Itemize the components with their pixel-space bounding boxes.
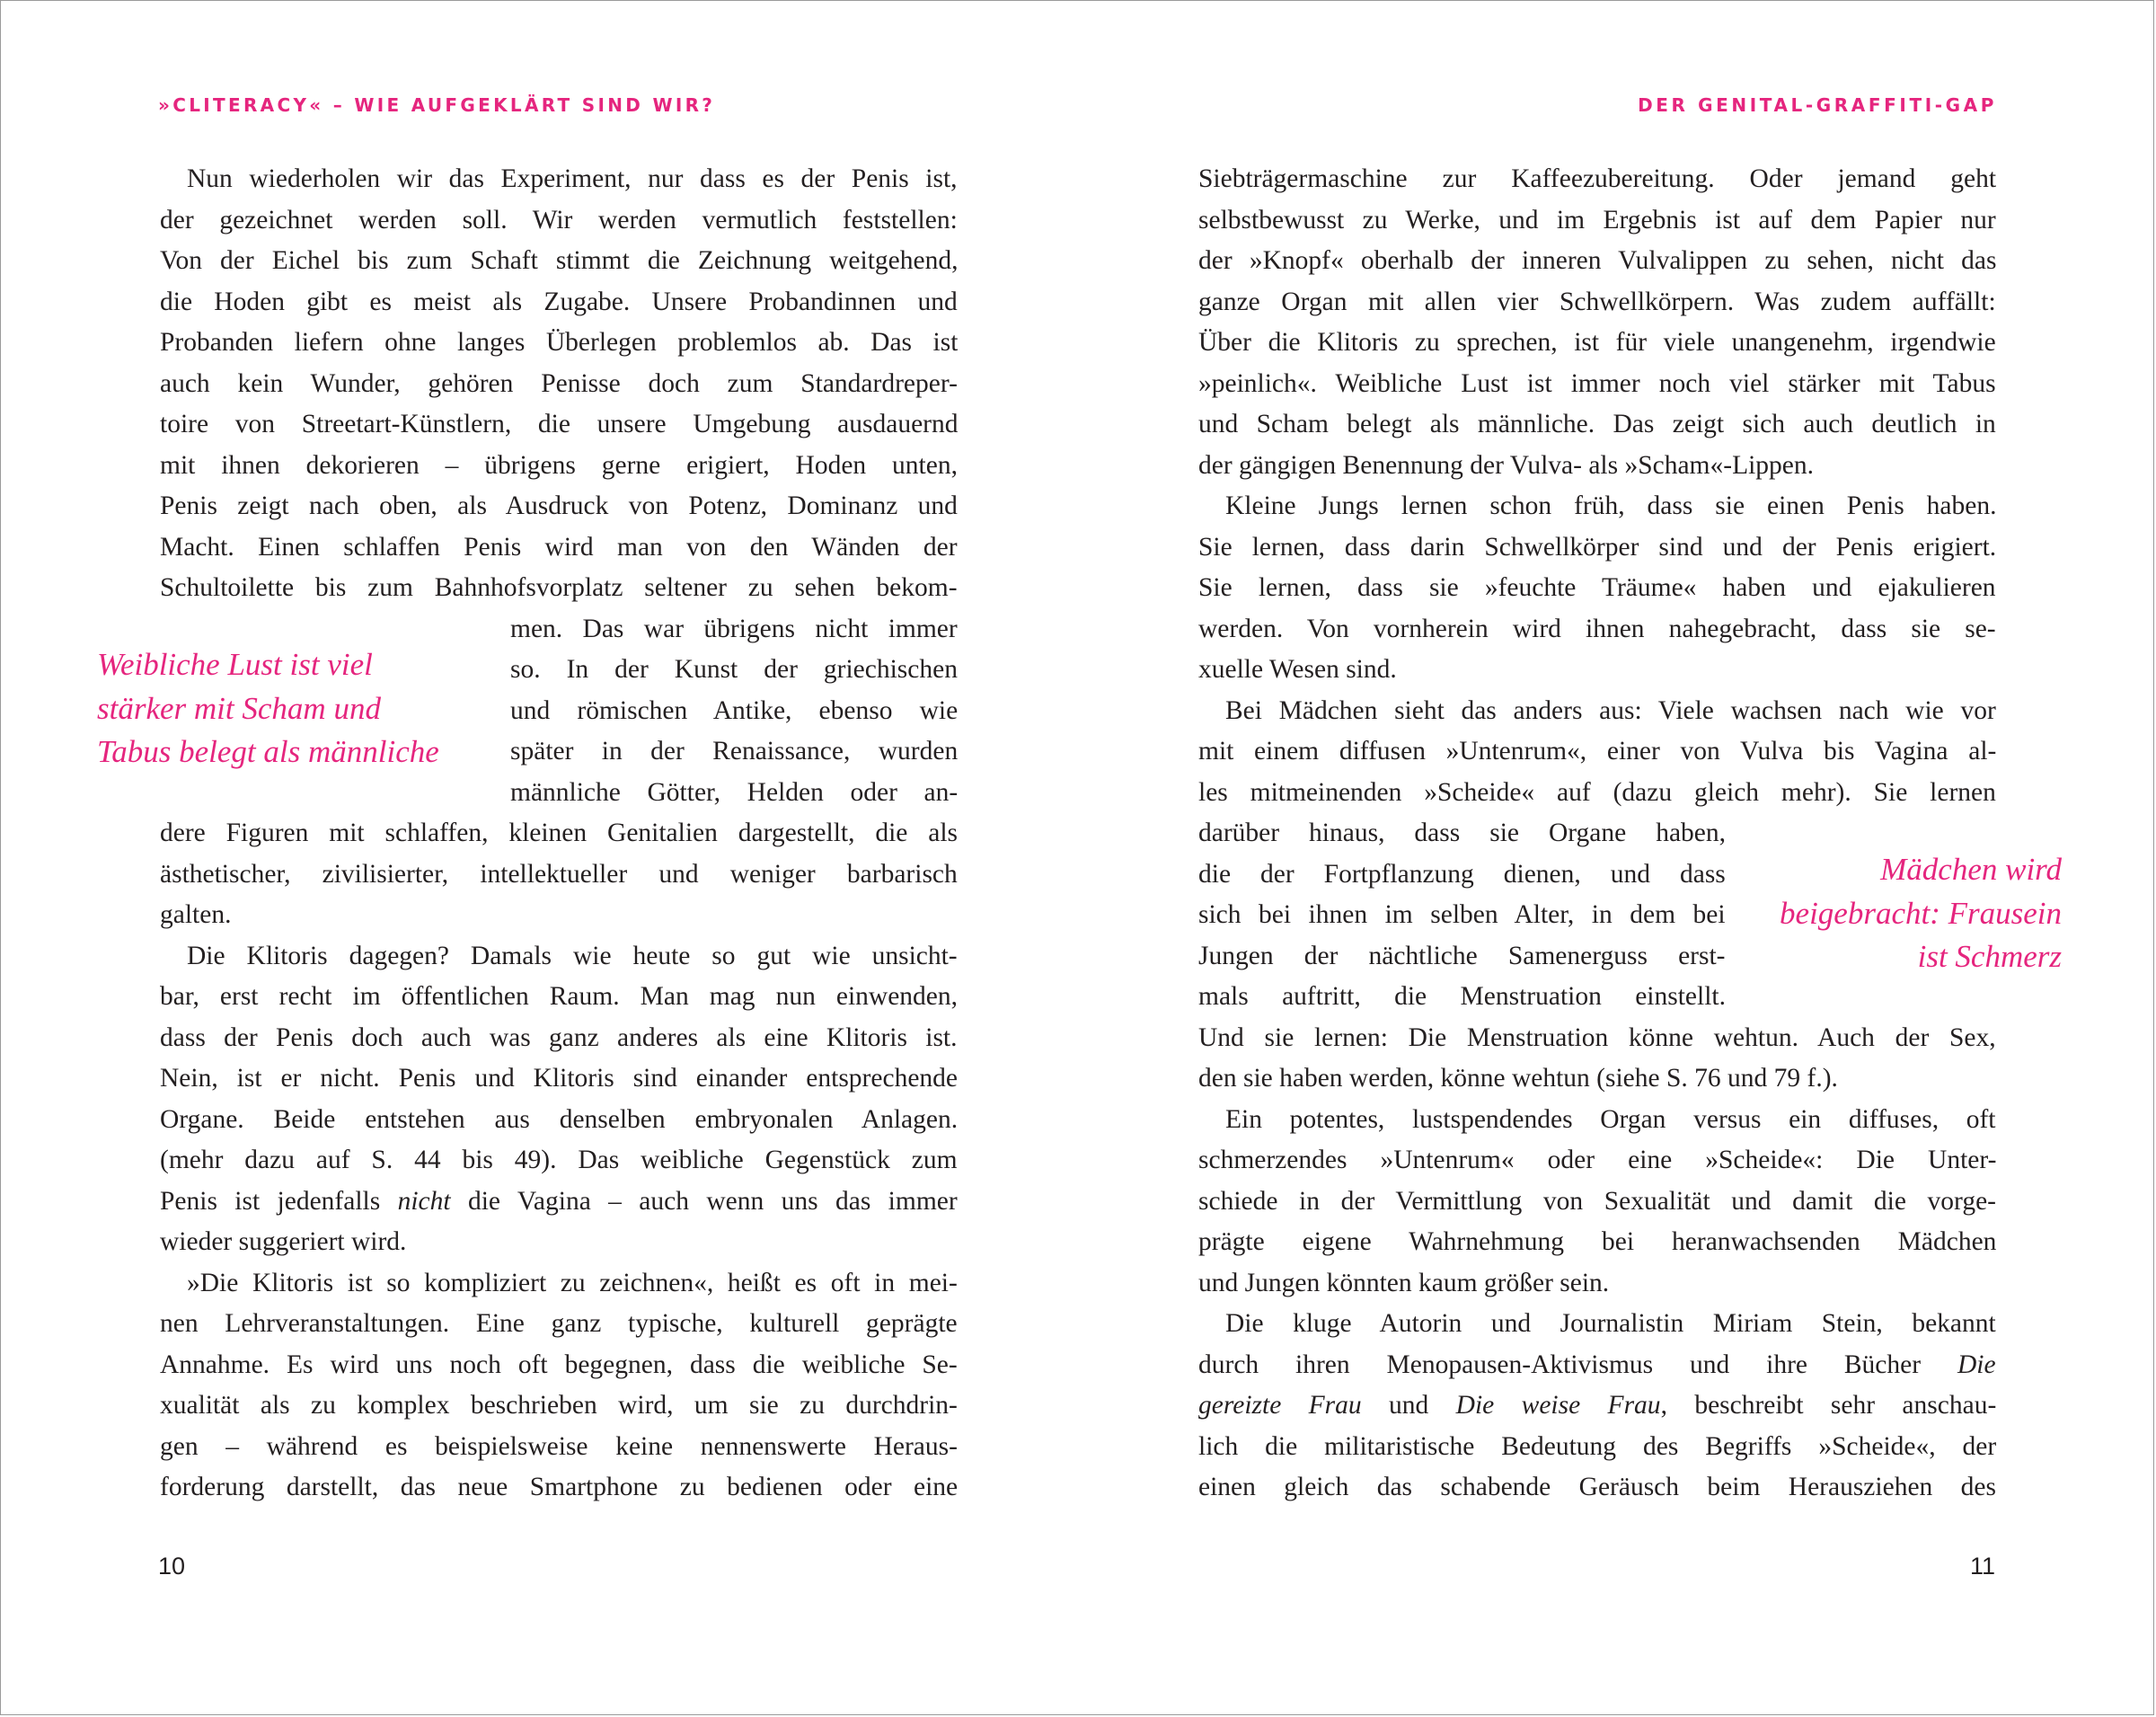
text-segment: galten. [160, 900, 232, 929]
text-segment: und Scham belegt als männliche. Das zeigt sich auch deutlich in [1198, 410, 1996, 438]
text-segment: »peinlich«. Weibliche Lust ist immer noch viel stärker mit Tabus [1198, 368, 1996, 398]
text-line [1198, 1426, 1996, 1467]
right-pull-quote [1780, 848, 2062, 979]
pull-quote-line: beigebracht: Frausein [1780, 895, 2062, 931]
text-line [160, 281, 958, 323]
text-segment: ästhetischer, zivilisierter, intellektueller und weniger barbarisch [160, 859, 958, 889]
text-segment: gen – während es beispielsweise keine nennenswerte Heraus- [160, 1431, 958, 1461]
text-segment: Sie lernen, dass darin Schwellkörper sind und der Penis erigiert. [1198, 532, 1996, 562]
right-page-number: 11 [1969, 1553, 1995, 1580]
text-segment: und römischen Antike, ebenso wie [510, 695, 958, 725]
text-segment: und Jungen könnten kaum größer sein. [1198, 1268, 1610, 1297]
text-segment: wieder suggeriert wird. [160, 1227, 407, 1256]
text-segment: sich bei ihnen im selben Alter, in dem bei [1198, 900, 1726, 929]
text-line [1198, 976, 1726, 1017]
text-segment: lich die militaristische Bedeutung des Begriffs »Scheide«, der [1198, 1431, 1996, 1461]
text-line [160, 976, 958, 1017]
text-segment: mit einem diffusen »Untenrum«, einer von Vulva bis Vagina al- [1198, 737, 1996, 766]
text-segment: , beschreibt sehr anschau- [1660, 1391, 1996, 1420]
text-segment: einen gleich das schabende Geräusch beim Herausziehen des [1198, 1473, 1996, 1501]
text-segment: die Vagina – auch wenn uns das immer [450, 1186, 958, 1216]
text-line [1198, 445, 1814, 486]
text-segment: Schultoilette bis zum Bahnhofsvorplatz seltener zu sehen bekom- [160, 573, 958, 602]
text-segment: dass der Penis doch auch was ganz anderes als eine Klitoris ist. [160, 1022, 958, 1052]
text-line [1198, 363, 1996, 404]
text-segment: Sie lernen, dass sie »feuchte Träume« haben und ejakulieren [1198, 573, 1996, 602]
text-line [1198, 730, 1996, 772]
text-line [1198, 240, 1996, 281]
text-segment: die Hoden gibt es meist als Zugabe. Unsere Probandinnen und [160, 287, 958, 316]
text-segment: später in der Renaissance, wurden [510, 737, 958, 766]
text-segment: Die weise Frau [1455, 1391, 1661, 1420]
text-line [510, 730, 958, 772]
text-segment: mit ihnen dekorieren – übrigens gerne erigiert, Hoden unten, [160, 450, 958, 480]
text-line [1198, 854, 1726, 895]
text-line [510, 690, 958, 731]
text-line [1198, 567, 1996, 608]
text-segment: forderung darstellt, das neue Smartphone zu bedienen oder eine [160, 1473, 958, 1501]
text-segment: der »Knopf« oberhalb der inneren Vulvalippen zu sehen, nicht das [1198, 246, 1996, 275]
text-segment: Annahme. Es wird uns noch oft begegnen, dass die weibliche Se- [160, 1350, 958, 1379]
text-segment: Penis ist jedenfalls [160, 1186, 398, 1216]
text-line [160, 445, 958, 486]
text-line [160, 1303, 958, 1344]
text-segment: Die kluge Autorin und Journalistin Miriam Stein, bekannt [1225, 1309, 1996, 1338]
pull-quote-line: ist Schmerz [1917, 939, 2062, 974]
text-segment: Penis zeigt nach oben, als Ausdruck von Potenz, Dominanz und [160, 491, 958, 520]
text-segment: Und sie lernen: Die Menstruation könne wehtun. Auch der Sex, [1198, 1022, 1996, 1052]
text-segment: nen Lehrveranstaltungen. Eine ganz typische, kulturell geprägte [160, 1309, 958, 1338]
text-line [1198, 649, 1397, 690]
text-segment: werden. Von vornherein wird ihnen nahegebracht, dass sie se- [1198, 614, 1996, 643]
text-segment: toire von Streetart-Künstlern, die unsere Umgebung ausdauernd [160, 410, 958, 438]
text-line [1198, 281, 1996, 323]
text-segment: prägte eigene Wahrnehmung bei heranwachsenden Mädchen [1198, 1227, 1996, 1256]
text-line [160, 240, 958, 281]
text-segment: Nein, ist er nicht. Penis und Klitoris sind einander entsprechende [160, 1064, 958, 1093]
text-segment: Bei Mädchen sieht das anders aus: Viele wachsen nach wie vor [1225, 695, 1996, 725]
text-line [160, 1466, 958, 1508]
text-segment: der gängigen Benennung der Vulva- als »Scham«-Lippen. [1198, 450, 1815, 480]
text-segment: dere Figuren mit schlaffen, kleinen Genitalien dargestellt, die als [160, 819, 958, 847]
text-line [510, 649, 958, 690]
left-pull-quote [97, 643, 439, 774]
text-line [187, 1262, 958, 1304]
text-segment: Die [1957, 1350, 1996, 1379]
text-line [1198, 1017, 1996, 1058]
text-line [160, 485, 958, 527]
text-segment: auch kein Wunder, gehören Penisse doch zum Standardreper- [160, 368, 958, 398]
text-line [1198, 812, 1726, 854]
left-page-number: 10 [158, 1553, 186, 1580]
text-segment: (mehr dazu auf S. 44 bis 49). Das weibliche Gegenstück zum [160, 1146, 958, 1174]
text-line [1225, 690, 1996, 731]
text-segment: xuelle Wesen sind. [1198, 655, 1397, 684]
text-line [1198, 608, 1996, 650]
text-line [160, 403, 958, 445]
text-segment: Organe. Beide entstehen aus denselben embryonalen Anlagen. [160, 1104, 958, 1134]
text-line [160, 812, 958, 854]
text-line [1198, 1344, 1996, 1385]
text-line [1225, 1303, 1996, 1344]
text-line [187, 158, 958, 199]
text-line [1198, 935, 1726, 977]
right-running-header: DER GENITAL-GRAFFITI-GAP [1638, 94, 1997, 116]
text-segment: Nun wiederholen wir das Experiment, nur dass es der Penis ist, [187, 164, 958, 193]
text-segment: nicht [397, 1186, 451, 1216]
text-line [160, 1099, 958, 1140]
text-segment: Ein potentes, lustspendendes Organ versus ein diffuses, oft [1225, 1104, 1996, 1134]
text-segment: Siebträgermaschine zur Kaffeezubereitung. Oder jemand geht [1198, 164, 1996, 193]
text-segment: männliche Götter, Helden oder an- [510, 777, 958, 807]
text-line [1198, 1262, 1609, 1304]
text-line [1198, 1221, 1996, 1262]
text-segment: bar, erst recht im öffentlichen Raum. Man mag nun einwenden, [160, 982, 958, 1011]
text-line [1198, 1385, 1996, 1426]
text-segment: Jungen der nächtliche Samenerguss erst- [1198, 941, 1726, 970]
text-line [160, 1426, 958, 1467]
text-segment: Probanden liefern ohne langes Überlegen problemlos ab. Das ist [160, 328, 958, 357]
text-line [1225, 1099, 1996, 1140]
text-line [160, 1017, 958, 1058]
text-line [160, 1181, 958, 1222]
text-line [1198, 527, 1996, 568]
text-segment: den sie haben werden, könne wehtun (siehe S. 76 und 79 f.). [1198, 1064, 1838, 1093]
text-segment: men. Das war übrigens nicht immer [510, 614, 958, 643]
text-segment: xualität als zu komplex beschrieben wird, um sie zu durchdrin- [160, 1391, 958, 1420]
text-segment: so. In der Kunst der griechischen [510, 655, 958, 684]
text-line [160, 894, 231, 935]
text-line [160, 1221, 406, 1262]
text-line [510, 608, 958, 650]
text-line [1198, 772, 1996, 813]
text-segment: gereizte Frau [1198, 1391, 1362, 1420]
text-line [160, 1139, 958, 1181]
pull-quote-line: Tabus belegt als männliche [97, 734, 439, 769]
text-line [160, 567, 958, 608]
pull-quote-line: stärker mit Scham und [97, 690, 381, 726]
pull-quote-line: Mädchen wird [1880, 852, 2062, 887]
text-segment: Über die Klitoris zu sprechen, ist für viele unangenehm, irgendwie [1198, 328, 1996, 357]
text-line [1198, 894, 1726, 935]
text-segment: und [1361, 1391, 1456, 1420]
text-line [160, 1058, 958, 1099]
text-segment: ganze Organ mit allen vier Schwellkörpern. Was zudem auffällt: [1198, 287, 1996, 316]
text-line [1198, 158, 1996, 199]
text-line [1198, 1058, 1838, 1099]
text-segment: Kleine Jungs lernen schon früh, dass sie einen Penis haben. [1225, 491, 1996, 520]
text-line [1198, 322, 1996, 363]
text-line [1198, 1466, 1996, 1508]
text-segment: Von der Eichel bis zum Schaft stimmt die Zeichnung weitgehend, [160, 246, 958, 275]
text-segment: schmerzendes »Untenrum« oder eine »Scheide«: Die Unter- [1198, 1146, 1996, 1174]
text-line [187, 935, 958, 977]
text-segment: schiede in der Vermittlung von Sexualität und damit die vorge- [1198, 1186, 1996, 1216]
text-segment: »Die Klitoris ist so kompliziert zu zeichnen«, heißt es oft in mei- [187, 1268, 958, 1297]
text-line [1198, 1181, 1996, 1222]
text-line [1198, 403, 1996, 445]
text-line [160, 199, 958, 241]
pull-quote-line: Weibliche Lust ist viel [97, 647, 373, 682]
text-line [160, 527, 958, 568]
text-segment: durch ihren Menopausen-Aktivismus und ihre Bücher [1198, 1350, 1957, 1379]
text-segment: les mitmeinenden »Scheide« auf (dazu gleich mehr). Sie lernen [1198, 777, 1996, 807]
text-segment: der gezeichnet werden soll. Wir werden vermutlich feststellen: [160, 205, 958, 235]
text-line [510, 772, 958, 813]
text-line [160, 363, 958, 404]
text-line [160, 1344, 958, 1385]
text-segment: darüber hinaus, dass sie Organe haben, [1198, 819, 1726, 847]
left-running-header: »CLITERACY« – WIE AUFGEKLÄRT SIND WIR? [158, 94, 716, 116]
text-segment: Macht. Einen schlaffen Penis wird man von den Wänden der [160, 532, 958, 562]
text-segment: Die Klitoris dagegen? Damals wie heute so gut wie unsicht- [187, 941, 958, 970]
text-line [160, 854, 958, 895]
text-line [160, 1385, 958, 1426]
text-segment: selbstbewusst zu Werke, und im Ergebnis ist auf dem Papier nur [1198, 205, 1996, 235]
text-line [1225, 485, 1996, 527]
text-line [1198, 199, 1996, 241]
text-segment: die der Fortpflanzung dienen, und dass [1198, 859, 1726, 889]
text-line [1198, 1139, 1996, 1181]
text-line [160, 322, 958, 363]
text-segment: mals auftritt, die Menstruation einstellt. [1198, 982, 1726, 1011]
